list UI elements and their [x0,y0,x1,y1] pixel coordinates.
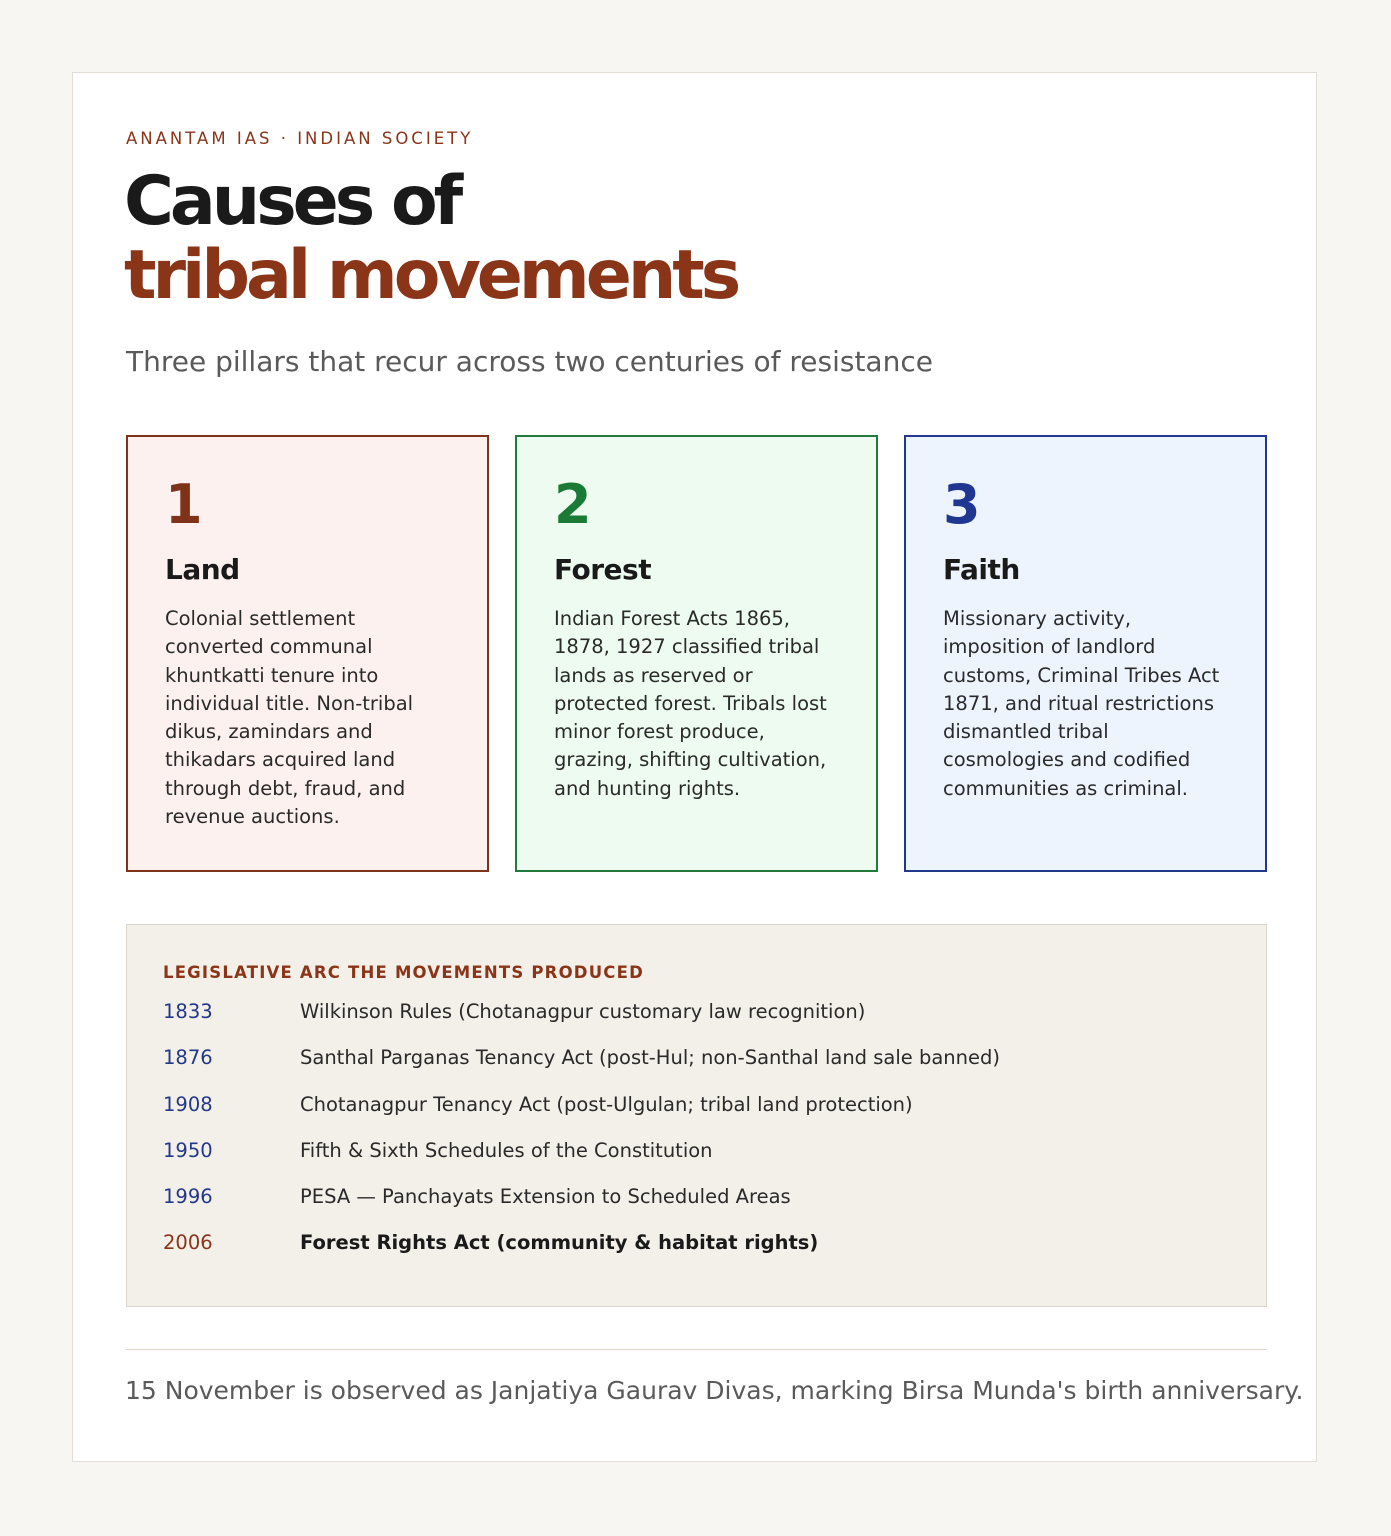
divider [126,1349,1267,1350]
year-label: 1950 [163,1138,213,1162]
pillar-forest [515,435,878,872]
year-label: 1996 [163,1185,213,1209]
subtitle: Three pillars that recur across two centuries of resistance [126,345,933,378]
act-label: PESA — Panchayats Extension to Scheduled Areas [300,1185,791,1209]
pillar-faith [904,435,1267,872]
year-label: 2006 [163,1231,213,1255]
page-title [124,162,738,315]
year-label: 1876 [163,1046,213,1070]
act-label: Fifth & Sixth Schedules of the Constitution [300,1138,713,1162]
act-label: Chotanagpur Tenancy Act (post-Ulgulan; tribal land protection) [300,1092,913,1116]
pillar-heading: Faith [943,553,1020,586]
legislative-arc-panel [126,924,1267,1307]
pillar-number: 2 [554,473,592,536]
pillar-heading: Land [165,553,240,586]
pillar-number: 1 [165,473,203,536]
act-label: Wilkinson Rules (Chotanagpur customary law recognition) [300,1000,866,1023]
list-item [163,1185,1230,1231]
pillar-number: 3 [943,473,981,536]
list-item [163,1000,1230,1046]
legislative-list [163,1000,1230,1278]
infographic-card [72,72,1317,1462]
legislative-heading: LEGISLATIVE ARC THE MOVEMENTS PRODUCED [163,963,644,982]
footer-note: 15 November is observed as Janjatiya Gaurav Divas, marking Birsa Munda's birth anniversary. [125,1376,1304,1405]
year-label: 1833 [163,1000,213,1023]
title-line-1: Causes of [124,162,460,241]
year-label: 1908 [163,1092,213,1116]
list-item [163,1093,1230,1139]
title-line-2: tribal movements [124,236,738,315]
act-label: Santhal Parganas Tenancy Act (post-Hul; non-Santhal land sale banned) [300,1046,1001,1070]
pillar-land [126,435,489,872]
pillar-body: Indian Forest Acts 1865, 1878, 1927 classified tribal lands as reserved or protected forest. Tribals lost minor forest produce, grazing, shifting cultivation, and hunting rights. [554,607,827,800]
pillar-heading: Forest [554,553,652,586]
list-item-highlighted [163,1231,1230,1277]
pillar-body: Colonial settlement converted communal khuntkatti tenure into individual title. Non-tribal dikus, zamindars and thikadars acquired land through debt, fraud, and revenue auctions. [165,607,414,829]
pillar-body: Missionary activity, imposition of landlord customs, Criminal Tribes Act 1871, and ritual restrictions dismantled tribal cosmologies and codified communities as criminal. [943,607,1220,800]
eyebrow-label: ANANTAM IAS · INDIAN SOCIETY [126,129,474,148]
list-item [163,1139,1230,1185]
act-label: Forest Rights Act (community & habitat rights) [300,1231,819,1255]
list-item [163,1046,1230,1092]
